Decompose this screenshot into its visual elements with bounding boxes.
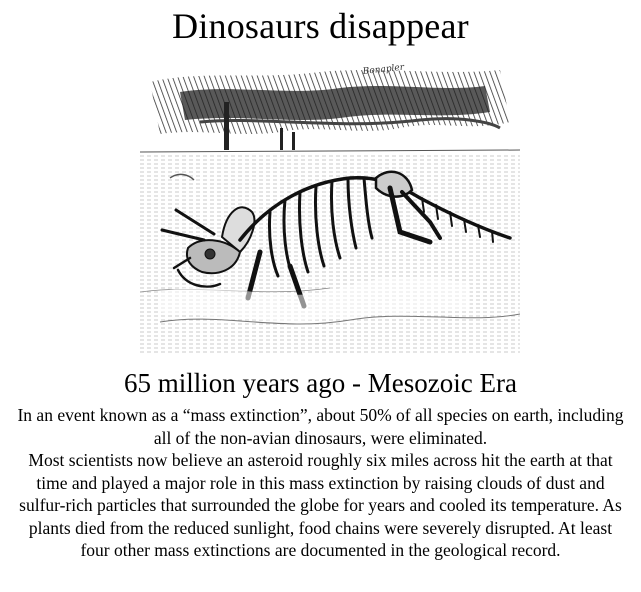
description-text	[14, 404, 627, 562]
artist-signature: Bonapler	[362, 62, 405, 77]
horizon-line	[140, 150, 520, 152]
smoky-sky	[150, 70, 510, 134]
paragraph-asteroid: Most scientists now believe an asteroid roughly six miles across hit the earth at that time and played a major role in this mass extinction by raising clouds of dust and sulfur-rich particles that surrounded the globe for years and cooled its temperature. As plants died from the reduced sunlight, food chains were severely disrupted. At least four other mass extinctions are documented in the geological record.	[19, 450, 622, 560]
section-heading: 65 million years ago - Mesozoic Era	[124, 368, 517, 398]
paragraph-intro: In an event known as a “mass extinction”, about 50% of all species on earth, including all of the non-avian dinosaurs, were eliminated.	[17, 405, 624, 448]
dinosaur-skeleton-illustration	[140, 62, 520, 362]
page-title: Dinosaurs disappear	[172, 6, 469, 46]
